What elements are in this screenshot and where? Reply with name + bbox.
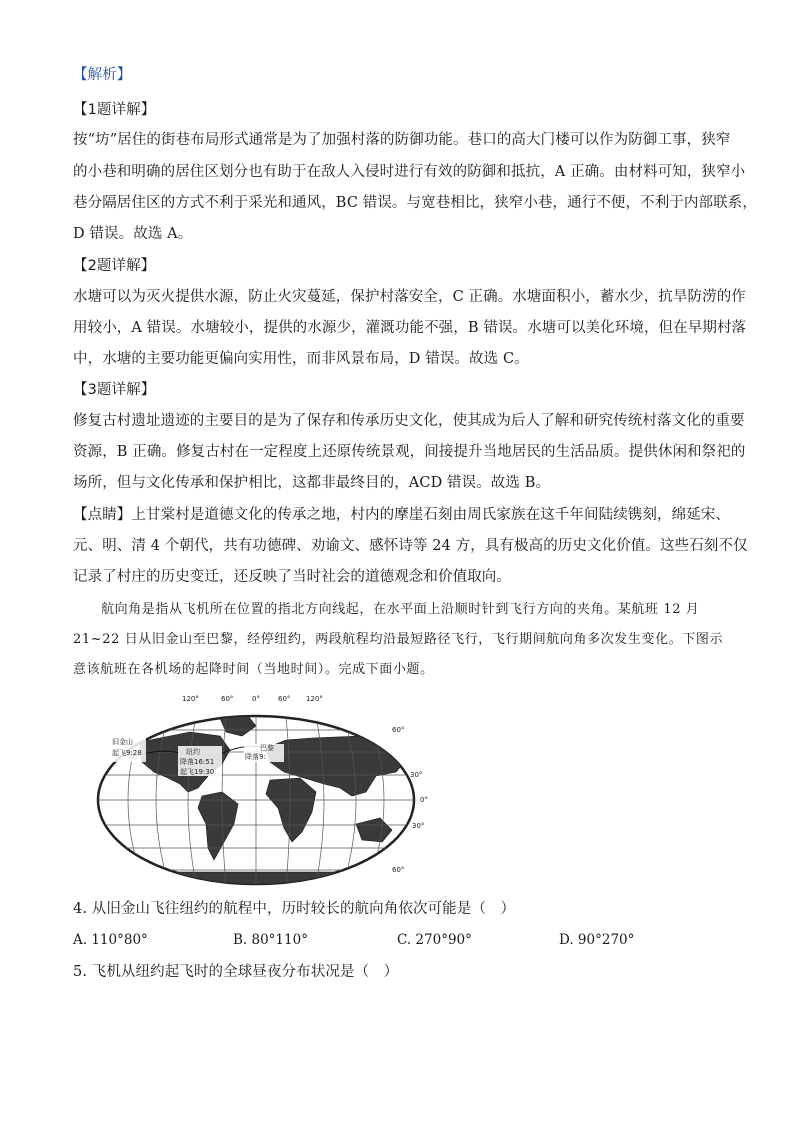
lat-label-3: 0° [420, 796, 428, 804]
tip-line-2: 元、明、清 4 个朝代，共有功德碑、劝谕文、感怀诗等 24 方，具有极高的历史文化价值。这些石刻不仅 [73, 538, 748, 554]
lat-label-5: 60° [392, 866, 405, 874]
lat-label-4: 30° [412, 822, 425, 830]
label-sf-name: 旧金山 [112, 738, 133, 746]
question-4-stem: 4. 从旧金山飞往纽约的航程中，历时较长的航向角依次可能是（ ） [73, 901, 516, 917]
q2-line-3: 中，水塘的主要功能更偏向实用性，而非风景布局，D 错误。故选 C。 [73, 351, 529, 367]
q3-line-3: 场所，但与文化传承和保护相比，这都非最终目的，ACD 错误。故选 B。 [73, 475, 551, 491]
q1-line-2: 的小巷和明确的居住区划分也有助于在敌人入侵时进行有效的防御和抵抗，A 正确。由材料可知，狭窄小 [73, 164, 746, 180]
label-ny-take: 起飞19:30 [180, 768, 215, 776]
lat-label-2: 30° [410, 771, 423, 779]
label-paris-land: 降落9: [245, 753, 266, 761]
q4-option-a: A. 110°80° [73, 932, 148, 948]
tip-line-3: 记录了村庄的历史变迁，还反映了当时社会的道德观念和价值取向。 [73, 569, 511, 585]
top-lon-2: 60° [221, 695, 234, 703]
lat-label-1: 60° [392, 726, 405, 734]
analysis-heading: 【解析】 [73, 67, 132, 83]
world-map-figure [80, 692, 440, 892]
label-paris-name: 巴黎 [260, 744, 274, 752]
tip-line-1: 【点睛】上甘棠村是道德文化的传承之地，村内的摩崖石刻由周氏家族在这千年间陆续镌刻，绵延宋、 [73, 507, 730, 523]
intro-line-1: 航向角是指从飞机所在位置的指北方向线起，在水平面上沿顺时针到飞行方向的夹角。某航班 12 月 [101, 602, 700, 617]
label-ny-land: 降落16:51 [180, 758, 215, 766]
q4-option-b: B. 80°110° [233, 932, 308, 948]
q3-line-2: 资源，B 正确。修复古村在一定程度上还原传统景观，间接提升当地居民的生活品质。提供休闲和祭祀的 [73, 444, 746, 460]
intro-line-2: 21~22 日从旧金山至巴黎，经停纽约，两段航程均沿最短路径飞行，飞行期间航向角多次发生变化。下图示 [73, 632, 724, 647]
q4-option-d: D. 90°270° [559, 932, 635, 948]
q4-option-c: C. 270°90° [397, 932, 472, 948]
top-lon-1: 120° [182, 695, 199, 703]
q1-line-1: 按“坊”居住的街巷布局形式通常是为了加强村落的防御功能。巷口的高大门楼可以作为防御工事，狭窄 [73, 132, 731, 148]
q1-line-4: D 错误。故选 A。 [73, 226, 193, 242]
q1-heading: 【1题详解】 [73, 102, 156, 118]
intro-line-3: 意该航班在各机场的起降时间（当地时间）。完成下面小题。 [73, 662, 434, 677]
label-ny-name: 纽约 [186, 748, 200, 756]
question-5-stem: 5. 飞机从纽约起飞时的全球昼夜分布状况是（ ） [73, 964, 399, 980]
q2-line-1: 水塘可以为灭火提供水源，防止火灾蔓延，保护村落安全，C 正确。水塘面积小，蓄水少，抗旱防涝的作 [73, 289, 746, 305]
q2-line-2: 用较小，A 错误。水塘较小，提供的水源少，灌溉功能不强，B 错误。水塘可以美化环境，但在早期村落 [73, 320, 747, 336]
top-lon-5: 120° [306, 695, 323, 703]
label-sf-time: 起飞9:28 [112, 749, 142, 757]
q2-heading: 【2题详解】 [73, 258, 156, 274]
q1-line-3: 巷分隔居住区的方式不利于采光和通风，BC 错误。与宽巷相比，狭窄小巷，通行不便，不利于内部联系， [73, 195, 757, 211]
top-lon-3: 0° [252, 695, 260, 703]
q3-line-1: 修复古村遗址遗迹的主要目的是为了保存和传承历史文化，使其成为后人了解和研究传统村落文化的重要 [73, 413, 745, 429]
world-map [80, 692, 440, 892]
top-lon-4: 60° [278, 695, 291, 703]
q3-heading: 【3题详解】 [73, 382, 156, 398]
